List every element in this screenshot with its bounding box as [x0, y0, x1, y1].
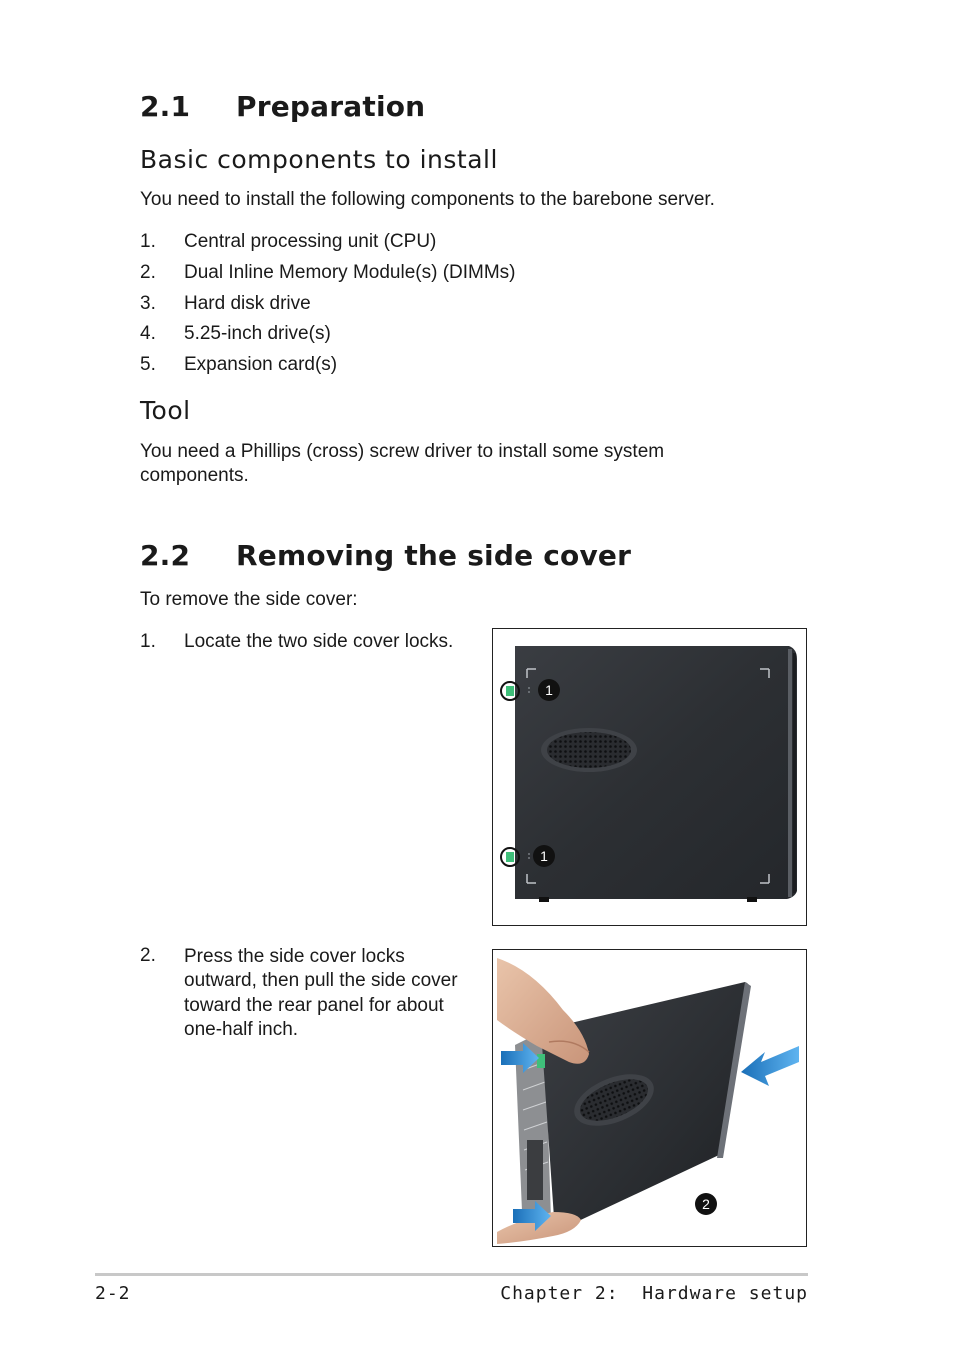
basic-components-heading: Basic components to install: [140, 145, 498, 174]
callout-label: 2: [702, 1196, 710, 1212]
list-text: Central processing unit (CPU): [184, 231, 437, 252]
step-text: Locate the two side cover locks.: [184, 631, 454, 652]
figure-side-cover-locks: [492, 628, 807, 926]
list-number: 4.: [140, 323, 156, 344]
callout-bottom-label: 1: [540, 848, 548, 864]
step-number: 2.: [140, 945, 156, 966]
list-number: 3.: [140, 293, 156, 314]
section-2-1-heading: [140, 90, 740, 126]
section-title: Preparation: [236, 90, 426, 123]
section-number: 2.2: [140, 539, 191, 572]
tool-text-line1: You need a Phillips (cross) screw driver to install some system: [140, 441, 665, 462]
list-number: 1.: [140, 231, 156, 252]
footer-rule: [95, 1273, 808, 1276]
list-text: Dual Inline Memory Module(s) (DIMMs): [184, 262, 516, 283]
tool-heading: Tool: [140, 396, 191, 425]
step-2-line: one-half inch.: [184, 1019, 299, 1040]
chassis-perspective-illustration: [493, 950, 805, 1245]
callout-top-label: 1: [545, 682, 553, 698]
remove-intro-text: To remove the side cover:: [140, 589, 358, 610]
list-text: Expansion card(s): [184, 354, 338, 375]
basic-intro-text: You need to install the following components to the barebone server.: [140, 189, 715, 210]
list-text: 5.25-inch drive(s): [184, 323, 331, 344]
list-number: 2.: [140, 262, 156, 283]
chassis-side-illustration: [493, 629, 805, 924]
list-number: 5.: [140, 354, 156, 375]
figure-pull-side-cover: [492, 949, 807, 1247]
step-2-line: Press the side cover locks: [184, 946, 405, 967]
section-title: Removing the side cover: [236, 539, 632, 572]
footer-page-number: 2-2: [95, 1283, 131, 1304]
list-text: Hard disk drive: [184, 293, 311, 314]
step-2-line: toward the rear panel for about: [184, 995, 444, 1016]
section-2-2-heading: [140, 539, 740, 575]
tool-text-line2: components.: [140, 465, 249, 486]
step-number: 1.: [140, 631, 156, 652]
step-2-line: outward, then pull the side cover: [184, 970, 458, 991]
footer-chapter-title: Chapter 2: Hardware setup: [500, 1283, 808, 1304]
section-number: 2.1: [140, 90, 191, 123]
